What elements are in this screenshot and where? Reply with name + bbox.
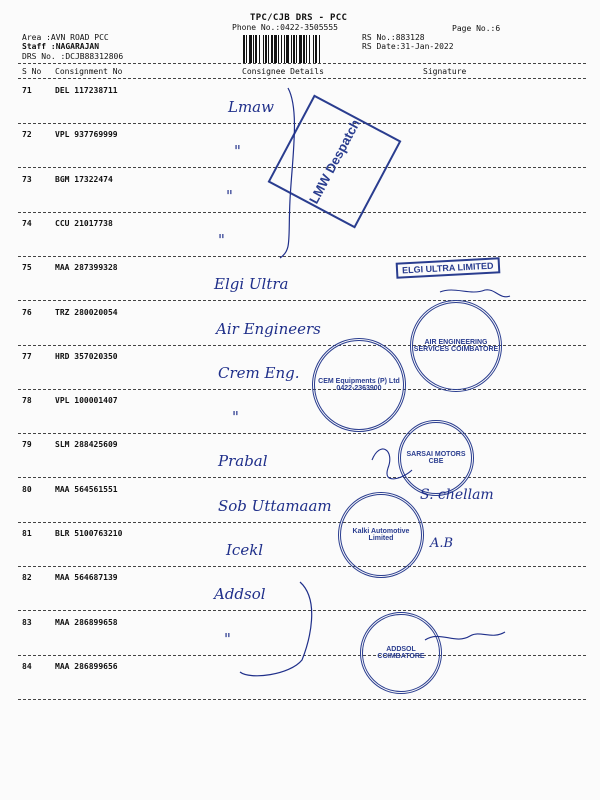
row-consignee-handwriting: Prabal — [218, 452, 268, 471]
row-divider — [18, 477, 586, 478]
row-sno: 72 — [22, 130, 32, 140]
row-divider — [18, 212, 586, 213]
row-sno: 73 — [22, 174, 32, 184]
page-number: Page No.:6 — [452, 24, 501, 33]
row-sno: 74 — [22, 218, 32, 228]
row-consignee-handwriting: " — [232, 408, 239, 427]
row-consignment-no: SLM 288425609 — [55, 440, 118, 450]
rs-number: RS No.:883128 — [362, 33, 425, 42]
document-title: TPC/CJB DRS - PCC — [250, 13, 348, 23]
kalki-seal — [338, 492, 424, 578]
row-consignee-handwriting: " — [218, 230, 225, 249]
row-divider — [18, 300, 586, 301]
col-header-signature: Signature — [423, 67, 467, 76]
col-header-consignment: Consignment No — [55, 67, 123, 76]
signature-81: A.B — [430, 536, 454, 551]
row-divider — [18, 566, 586, 567]
row-divider — [18, 522, 586, 523]
row-consignee-handwriting: " — [224, 629, 231, 648]
air-engineering-seal-text: AIR ENGINEERING SERVICES COIMBATORE — [413, 339, 499, 353]
kalki-seal-text: Kalki Automotive Limited — [352, 528, 410, 542]
row-consignment-no: HRD 357020350 — [55, 351, 118, 361]
row-sno: 71 — [22, 86, 32, 95]
row-consignee-handwriting: Lmaw — [228, 98, 274, 116]
row-consignee-handwriting: Crem Eng. — [218, 363, 300, 382]
row-consignment-no: MAA 286899658 — [55, 617, 118, 627]
drs-number: DRS No. :DCJB88312806 — [22, 52, 124, 61]
addsol-seal — [360, 612, 442, 694]
row-consignment-no: BLR 5100763210 — [55, 529, 123, 538]
row-consignment-no: MAA 564561551 — [55, 484, 118, 494]
row-sno: 82 — [22, 573, 32, 583]
row-sno: 75 — [22, 263, 32, 273]
row-divider — [18, 433, 586, 434]
row-sno: 76 — [22, 307, 32, 317]
row-consignee-handwriting: Addsol — [214, 585, 266, 604]
row-consignment-no: CCU 21017738 — [55, 218, 113, 228]
divider — [18, 78, 586, 79]
barcode-bar — [320, 35, 321, 63]
col-header-sno: S No — [22, 67, 42, 76]
ink-stroke — [440, 290, 510, 297]
air-engineering-seal — [410, 300, 502, 392]
row-consignee-handwriting: Elgi Ultra — [214, 275, 289, 294]
elgi-stamp — [396, 257, 500, 278]
row-consignment-no: MAA 287399328 — [55, 263, 118, 273]
row-divider — [18, 389, 586, 390]
row-sno: 78 — [22, 396, 32, 406]
row-divider — [18, 256, 586, 257]
row-sno: 79 — [22, 440, 32, 450]
despatch-stamp-text: LMW Despatch — [306, 116, 363, 207]
row-divider — [18, 699, 586, 700]
despatch-stamp — [268, 95, 402, 229]
rs-date: RS Date:31-Jan-2022 — [362, 42, 454, 51]
row-consignment-no: VPL 100001407 — [55, 396, 118, 406]
row-sno: 80 — [22, 484, 32, 494]
col-header-consignee: Consignee Details — [242, 67, 324, 76]
row-sno: 84 — [22, 661, 32, 671]
row-consignment-no: VPL 937769999 — [55, 130, 118, 140]
cem-seal — [312, 338, 406, 432]
row-consignee-handwriting: Air Engineers — [216, 319, 321, 338]
row-consignment-no: TRZ 280020054 — [55, 307, 118, 317]
row-consignee-handwriting: " — [234, 142, 241, 161]
sarsai-seal — [398, 420, 474, 496]
row-consignment-no: BGM 17322474 — [55, 174, 113, 184]
row-sno: 81 — [22, 529, 32, 538]
sarsai-seal-text: SARSAI MOTORS CBE — [406, 451, 466, 465]
row-consignment-no: MAA 564687139 — [55, 573, 118, 583]
row-consignee-handwriting: Icekl — [226, 541, 264, 559]
addsol-seal-text: ADDSOL COIMBATORE — [377, 646, 425, 660]
barcode — [243, 35, 355, 63]
area-label: Area :AVN ROAD PCC — [22, 33, 109, 42]
row-consignment-no: MAA 286899656 — [55, 661, 118, 671]
phone-number: Phone No.:0422-3505555 — [232, 23, 338, 32]
elgi-stamp-text: ELGI ULTRA LIMITED — [401, 260, 494, 276]
cem-seal-text: CEM Equipments (P) Ltd 0422-2363900 — [318, 378, 400, 392]
row-divider — [18, 655, 586, 656]
row-consignment-no: DEL 117238711 — [55, 86, 118, 95]
row-consignee-handwriting: " — [226, 186, 233, 205]
row-sno: 77 — [22, 351, 32, 361]
row-divider — [18, 610, 586, 611]
row-sno: 83 — [22, 617, 32, 627]
staff-label: Staff :NAGARAJAN — [22, 42, 100, 51]
divider — [18, 63, 586, 64]
signature-80: S. chellam — [420, 487, 494, 503]
row-consignee-handwriting: Sob Uttamaam — [218, 496, 332, 515]
